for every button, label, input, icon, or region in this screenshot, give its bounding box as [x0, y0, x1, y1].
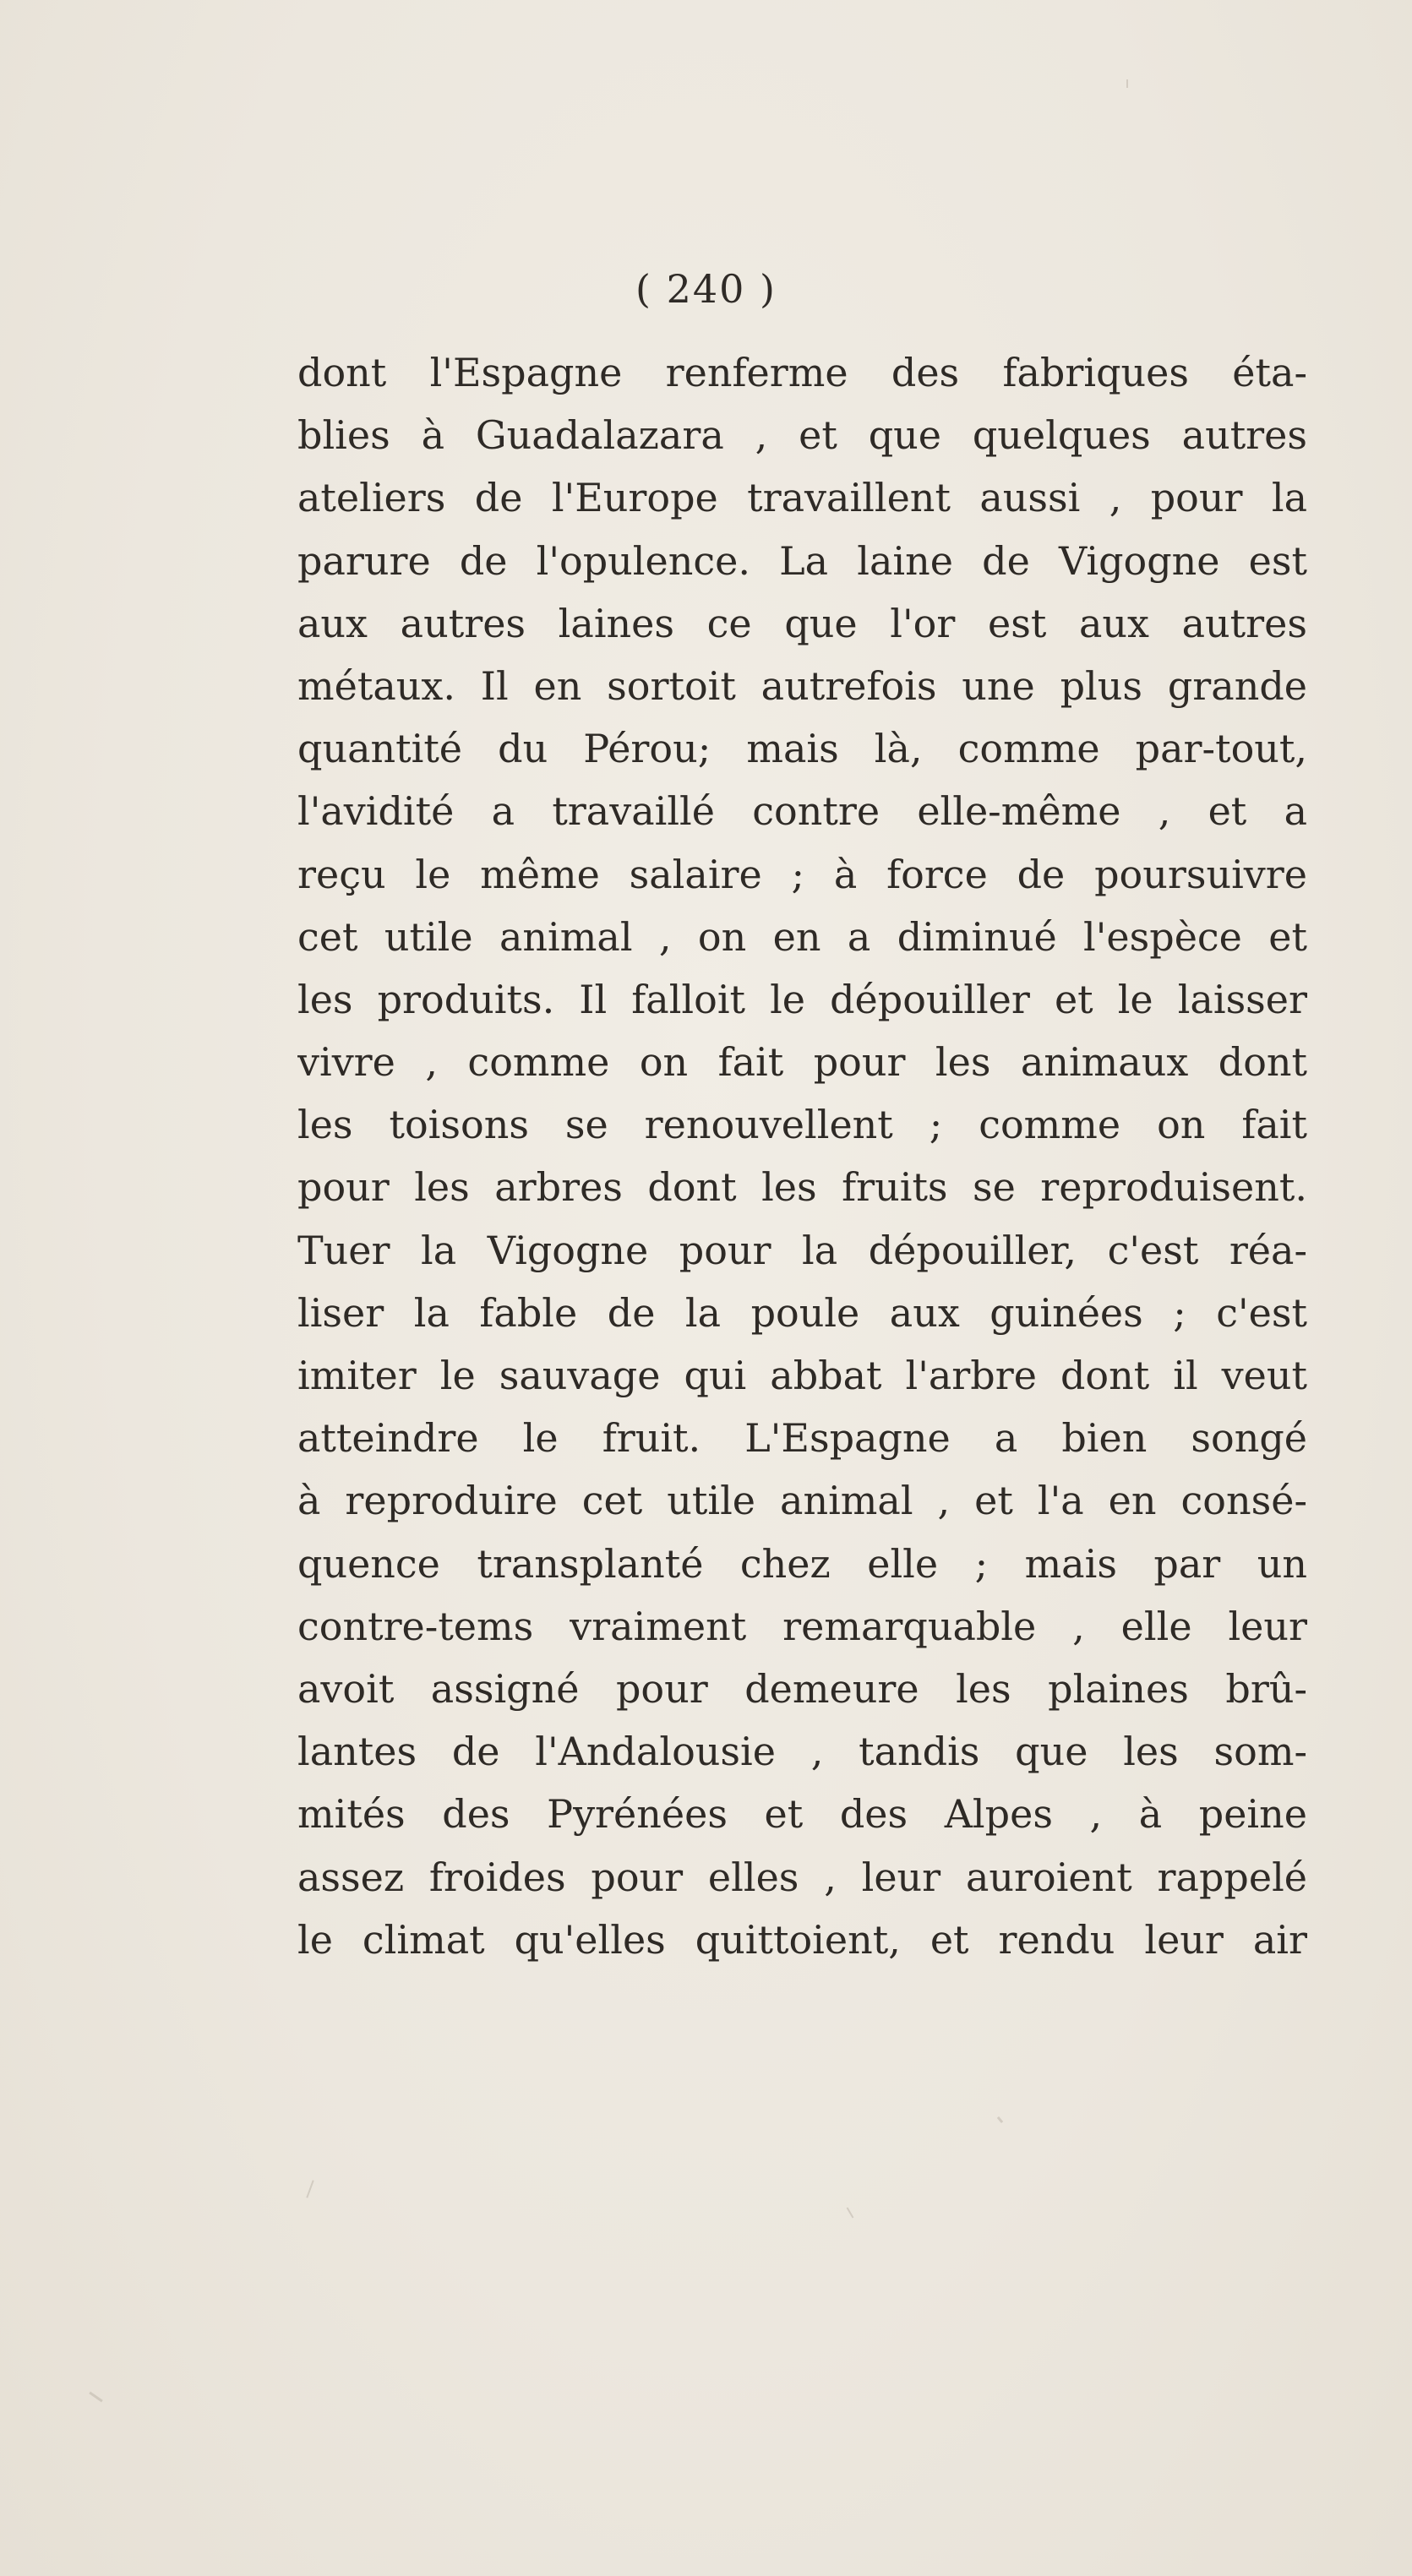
paper-speck	[306, 2180, 313, 2197]
text-line: ateliers de l'Europe travaillent aussi , pour la	[297, 475, 1307, 521]
text-line: blies à Guadalazara , et que quelques autres	[297, 412, 1307, 459]
paper-speck	[997, 2116, 1003, 2123]
page-number: ( 240 )	[635, 266, 777, 312]
text-line: mités des Pyrénées et des Alpes , à peine	[297, 1791, 1307, 1838]
text-line: les toisons se renouvellent ; comme on fait	[297, 1102, 1307, 1148]
text-line: pour les arbres dont les fruits se reproduisent.	[297, 1164, 1307, 1211]
text-line: quence transplanté chez elle ; mais par un	[297, 1540, 1307, 1587]
body-text	[297, 341, 1307, 1971]
text-line: quantité du Pérou; mais là, comme par-tout,	[297, 726, 1307, 772]
text-line: assez froides pour elles , leur auroient rappelé	[297, 1854, 1307, 1900]
text-line: métaux. Il en sortoit autrefois une plus grande	[297, 662, 1307, 709]
text-line: reçu le même salaire ; à force de poursuivre	[297, 851, 1307, 897]
text-line: à reproduire cet utile animal , et l'a en consé-	[297, 1478, 1307, 1524]
text-line: Tuer la Vigogne pour la dépouiller, c'est réa-	[297, 1227, 1307, 1273]
text-line: cet utile animal , on en a diminué l'espèce et	[297, 913, 1307, 960]
text-line: les produits. Il falloit le dépouiller et le laisser	[297, 976, 1307, 1022]
paper-speck	[89, 2392, 102, 2403]
text-line: le climat qu'elles quittoient, et rendu leur air	[297, 1916, 1307, 1963]
text-line: dont l'Espagne renferme des fabriques éta-	[297, 350, 1307, 395]
text-line: parure de l'opulence. La laine de Vigogne est	[297, 537, 1307, 584]
text-line: atteindre le fruit. L'Espagne a bien songé	[297, 1415, 1307, 1462]
paper-speck	[847, 2207, 854, 2218]
text-line: liser la fable de la poule aux guinées ; c'est	[297, 1289, 1307, 1336]
text-line: l'avidité a travaillé contre elle-même , et a	[297, 788, 1307, 835]
text-line: lantes de l'Andalousie , tandis que les som-	[297, 1729, 1307, 1775]
text-line: avoit assigné pour demeure les plaines brû-	[297, 1665, 1307, 1712]
text-line: imiter le sauvage qui abbat l'arbre dont il veut	[297, 1353, 1307, 1398]
text-line: aux autres laines ce que l'or est aux autres	[297, 600, 1307, 646]
text-line: vivre , comme on fait pour les animaux dont	[297, 1039, 1307, 1086]
paper-speck	[1126, 79, 1128, 88]
text-line: contre-tems vraiment remarquable , elle leur	[297, 1603, 1307, 1649]
